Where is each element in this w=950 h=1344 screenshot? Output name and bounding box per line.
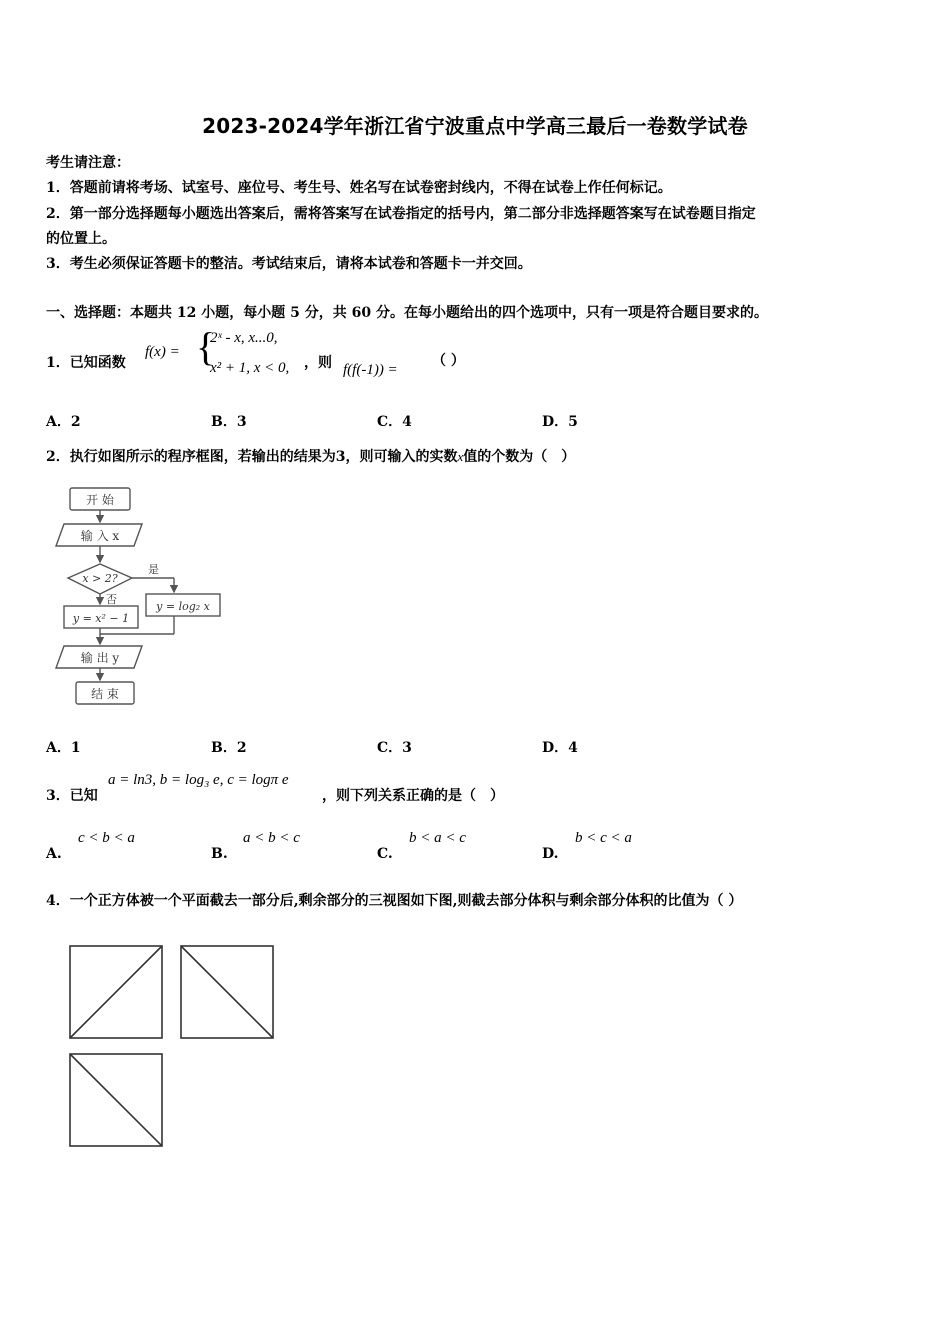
- q2-option-c: C．3: [377, 740, 412, 756]
- q3-option-c-expr: b < a < c: [409, 830, 466, 846]
- q1-option-b: B．3: [211, 414, 247, 430]
- notice-item-3: 3．考生必须保证答题卡的整洁。考试结束后，请将本试卷和答题卡一并交回。: [46, 256, 532, 272]
- flow-no-box-label: y = x² − 1: [72, 612, 130, 625]
- q3-option-a-label: A.: [46, 846, 62, 862]
- section-heading: 一、选择题：本题共 12 小题，每小题 5 分，共 60 分。在每小题给出的四个选项中，只有一项是符合题目要求的。: [46, 305, 768, 321]
- page-title: 2023-2024学年浙江省宁波重点中学高三最后一卷数学试卷: [202, 114, 748, 138]
- notice-item-2: 2．第一部分选择题每小题选出答案后，需将答案写在试卷指定的括号内，第二部分非选择题答案写在试卷题目指定: [46, 206, 756, 222]
- q3-given: a = ln3, b = log₃ e, c = logπ e: [108, 772, 289, 788]
- flow-input-label: 输 入 x: [80, 529, 120, 543]
- q1-expr: f(f(-1)) =: [343, 362, 398, 378]
- flow-cond-label: x > 2?: [82, 572, 118, 585]
- q1-fx: f(x) =: [145, 344, 180, 360]
- q1-brace: {: [196, 324, 216, 369]
- q2-var: x: [457, 449, 464, 464]
- q2-option-d: D．4: [542, 740, 578, 756]
- q3-option-d-label: D.: [542, 846, 559, 862]
- notice-item-1: 1．答题前请将考场、试室号、座位号、考生号、姓名写在试卷密封线内，不得在试卷上作任何标记。: [46, 180, 672, 196]
- top-view-diagonal: [70, 1054, 162, 1146]
- q2-stem-text: 2．执行如图所示的程序框图，若输出的结果为3，则可输入的实数: [46, 449, 458, 465]
- flow-output-label: 输 出 y: [80, 651, 120, 665]
- flow-no-label: 否: [106, 593, 117, 606]
- q1-mid: ，则: [304, 355, 332, 371]
- q1-case1: 2ˣ - x, x...0,: [210, 330, 278, 346]
- flowchart: [50, 482, 240, 712]
- q3-option-a-expr: c < b < a: [78, 830, 135, 846]
- q1-option-c: C．4: [377, 414, 412, 430]
- q1-option-d: D．5: [542, 414, 578, 430]
- notice-item-2-cont: 的位置上。: [46, 231, 116, 247]
- q1-case2: x² + 1, x < 0,: [210, 360, 290, 376]
- q2-option-b: B．2: [211, 740, 247, 756]
- flow-yes-label: 是: [148, 563, 159, 576]
- side-view-diagonal: [181, 946, 273, 1038]
- flow-end-label: 结 束: [91, 687, 119, 701]
- q3-prefix: 3．已知: [46, 788, 98, 804]
- flow-yes-box-label: y = log₂ x: [156, 600, 210, 613]
- q3-option-d-expr: b < c < a: [575, 830, 632, 846]
- flow-start-label: 开 始: [86, 493, 114, 507]
- q3-suffix: ，则下列关系正确的是（ ）: [322, 788, 504, 804]
- q1-paren: （ ）: [432, 353, 465, 369]
- q1-prefix: 1．已知函数: [46, 355, 126, 371]
- q2-option-a: A．1: [46, 740, 81, 756]
- q4-stem: 4．一个正方体被一个平面截去一部分后,剩余部分的三视图如下图,则截去部分体积与剩余部分体积的比值为（ ）: [46, 893, 743, 909]
- q3-option-c-label: C.: [377, 846, 393, 862]
- q1-option-a: A．2: [46, 414, 81, 430]
- q2-stem: [46, 446, 575, 466]
- q3-option-b-label: B.: [211, 846, 228, 862]
- front-view-diagonal: [70, 946, 162, 1038]
- three-views: [64, 940, 284, 1155]
- notice-heading: 考生请注意：: [46, 155, 130, 171]
- q2-stem-end: 值的个数为（ ）: [463, 449, 576, 465]
- q3-option-b-expr: a < b < c: [243, 830, 300, 846]
